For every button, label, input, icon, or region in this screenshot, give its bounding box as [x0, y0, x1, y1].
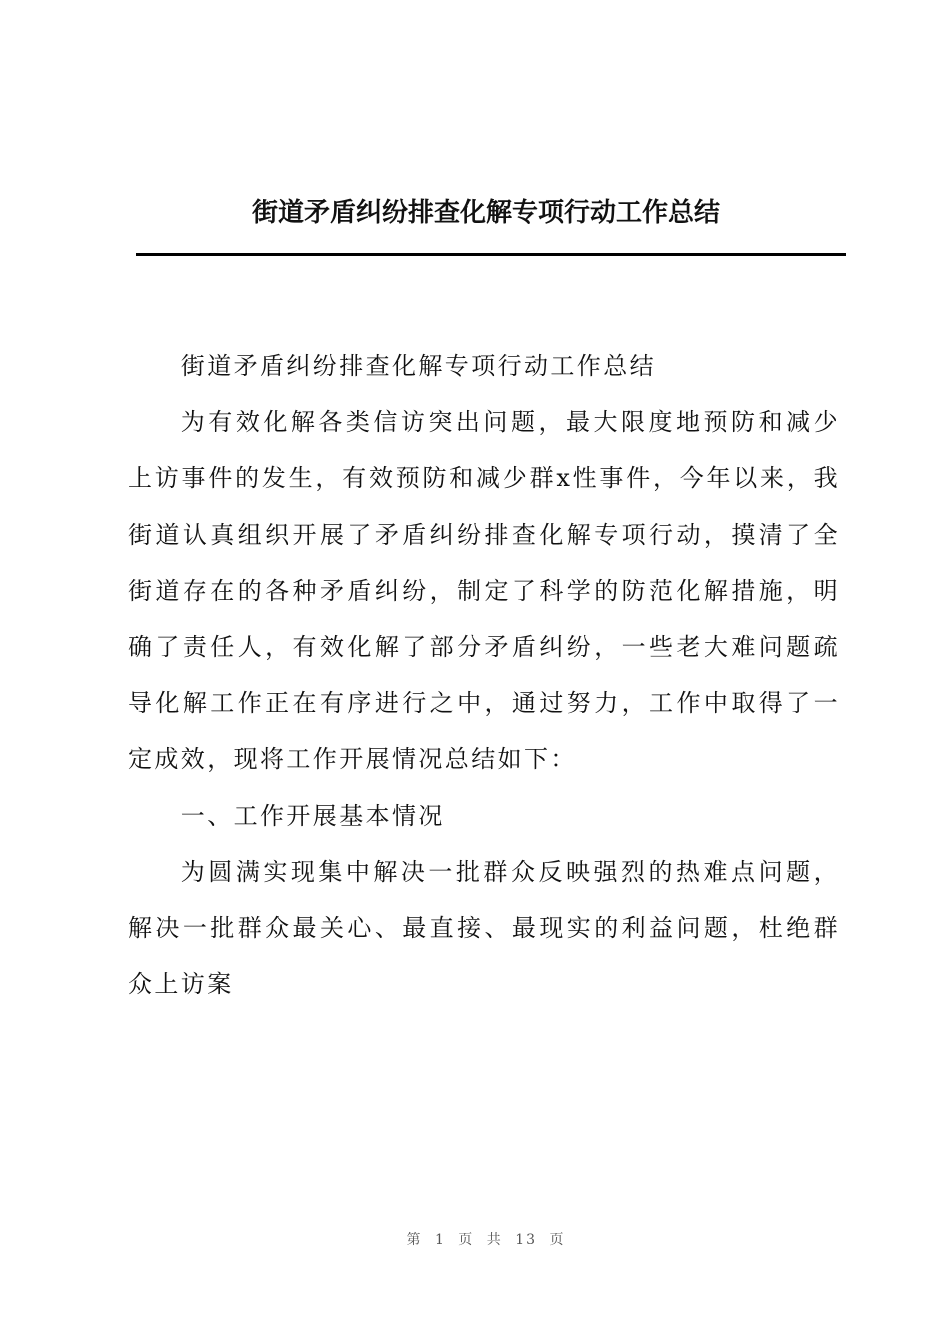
document-body	[128, 338, 840, 1012]
body-paragraph-heading: 街道矛盾纠纷排查化解专项行动工作总结	[180, 352, 656, 380]
title-divider	[136, 253, 846, 256]
body-paragraph-intro: 为有效化解各类信访突出问题，最大限度地预防和减少上访事件的发生，有效预防和减少群x性事件，今年以来，我街道认真组织开展了矛盾纠纷排查化解专项行动，摸清了全街道存在的各种矛盾纠纷，制定了科学的防范化解措施，明确了责任人，有效化解了部分矛盾纠纷，一些老大难问题疏导化解工作正在有序进行之中，通过努力，工作中取得了一定成效，现将工作开展情况总结如下：	[128, 408, 840, 774]
body-section-heading: 一、工作开展基本情况	[180, 801, 445, 830]
body-paragraph-section-one: 为圆满实现集中解决一批群众反映强烈的热难点问题，解决一批群众最关心、最直接、最现实的利益问题，杜绝群众上访案	[128, 857, 840, 999]
page-number-footer: 第 1 页 共 13 页	[406, 1232, 566, 1248]
document-title: 街道矛盾纠纷排查化解专项行动工作总结	[251, 198, 720, 228]
